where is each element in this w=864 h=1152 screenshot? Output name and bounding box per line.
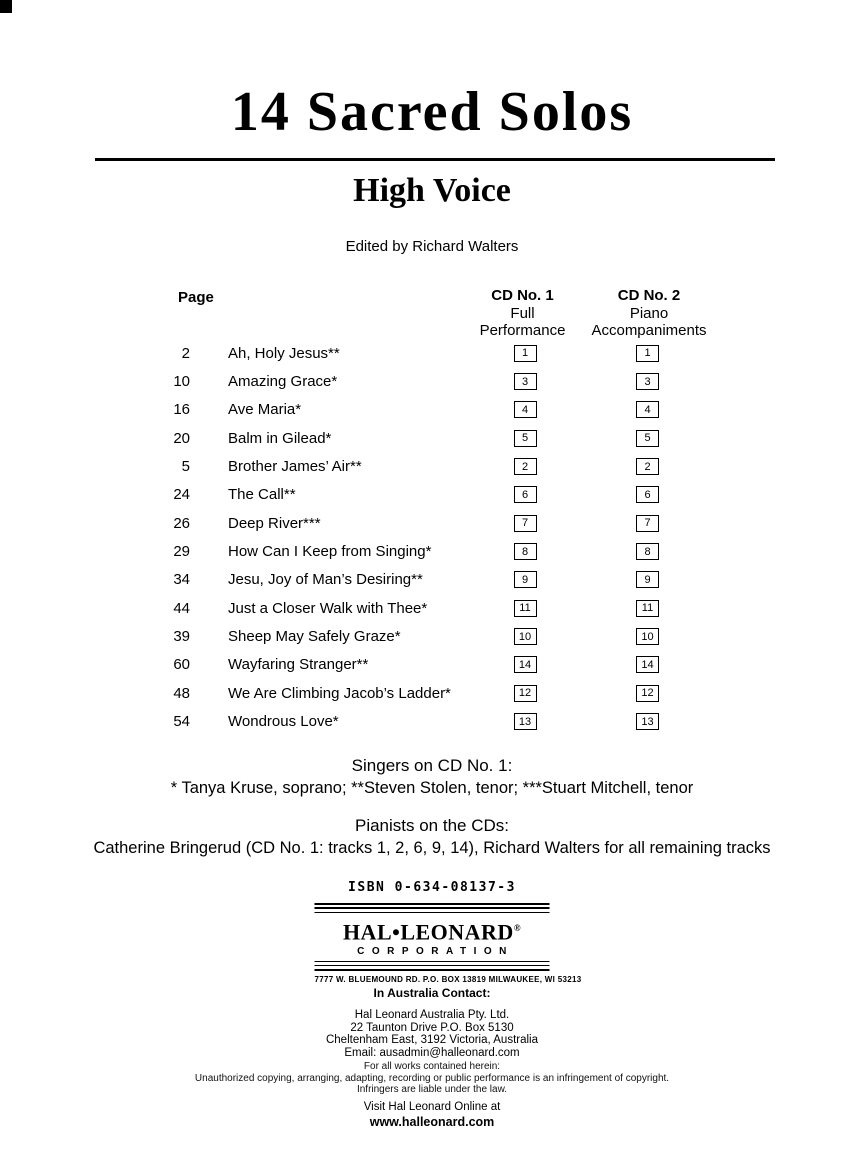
cd2-track-box: 1 <box>636 345 659 362</box>
song-title: We Are Climbing Jacob’s Ladder* <box>228 684 451 702</box>
australia-contact-line: Email: ausadmin@halleonard.com <box>344 1046 520 1059</box>
song-title: Wondrous Love* <box>228 713 339 731</box>
song-page-number: 39 <box>173 628 190 646</box>
song-title: Sheep May Safely Graze* <box>228 628 401 646</box>
logo-rule <box>315 912 550 914</box>
table-row <box>120 651 715 679</box>
cd2-track-box: 5 <box>636 430 659 447</box>
song-page-number: 5 <box>181 458 190 476</box>
registered-mark: ® <box>513 923 522 934</box>
song-title: Balm in Gilead* <box>228 429 332 447</box>
table-row <box>120 537 715 565</box>
table-row <box>120 509 715 537</box>
hal-leonard-logo <box>314 903 582 984</box>
table-row <box>120 707 715 735</box>
cd1-track-box: 8 <box>514 543 537 560</box>
song-title: Ah, Holy Jesus** <box>228 344 340 362</box>
song-page-number: 44 <box>173 599 190 617</box>
table-row <box>120 566 715 594</box>
cd2-track-box: 13 <box>636 713 659 730</box>
logo-rule <box>315 969 550 971</box>
australia-contact-block <box>0 986 864 1059</box>
voice-subtitle: High Voice <box>353 172 511 209</box>
song-table-body <box>120 339 715 736</box>
song-page-number: 24 <box>173 486 190 504</box>
website-url: www.halleonard.com <box>369 1115 495 1129</box>
song-page-number: 26 <box>173 514 190 532</box>
cd2-header-line3: Accompaniments <box>591 322 707 339</box>
cd2-column-header <box>570 287 728 340</box>
cd2-track-box: 4 <box>636 401 659 418</box>
song-title: Jesu, Joy of Man’s Desiring** <box>228 571 423 589</box>
pianists-credit-line: Catherine Bringerud (CD No. 1: tracks 1, 2, 6, 9, 14), Richard Walters for all remaining tracks <box>93 839 771 857</box>
cd1-track-box: 3 <box>514 373 537 390</box>
table-row <box>120 594 715 622</box>
logo-rule <box>315 903 550 905</box>
cd1-header-title: CD No. 1 <box>491 287 554 304</box>
copyright-notice-block <box>0 1061 864 1096</box>
visit-online-text: Visit Hal Leonard Online at <box>363 1101 501 1113</box>
print-corner-mark <box>0 0 12 13</box>
song-page-number: 10 <box>173 373 190 391</box>
song-title: Amazing Grace* <box>228 373 338 391</box>
australia-contact-line: Cheltenham East, 3192 Victoria, Australia <box>325 1034 539 1046</box>
australia-contact-heading: In Australia Contact: <box>373 986 491 1000</box>
logo-rule <box>315 965 550 967</box>
cd1-track-box: 10 <box>514 628 537 645</box>
cd1-track-box: 2 <box>514 458 537 475</box>
cd1-track-box: 12 <box>514 685 537 702</box>
cd1-track-box: 7 <box>514 515 537 532</box>
copyright-notice-line: For all works contained herein: <box>363 1061 501 1072</box>
table-row <box>120 339 715 367</box>
logo-wordmark <box>315 916 550 944</box>
editor-credit: Edited by Richard Walters <box>345 238 519 255</box>
cd2-track-box: 9 <box>636 571 659 588</box>
song-title: Deep River*** <box>228 514 321 532</box>
singers-credit-line: * Tanya Kruse, soprano; **Steven Stolen, tenor; ***Stuart Mitchell, tenor <box>170 779 694 797</box>
page-column-header: Page <box>178 289 214 306</box>
song-page-number: 54 <box>173 713 190 731</box>
singers-heading: Singers on CD No. 1: <box>351 756 513 775</box>
song-title: Brother James’ Air** <box>228 458 362 476</box>
title-divider-rule <box>95 158 775 161</box>
logo-corporation-text: CORPORATION <box>357 945 514 957</box>
table-row <box>120 396 715 424</box>
table-row <box>120 481 715 509</box>
table-row <box>120 679 715 707</box>
cd2-track-box: 7 <box>636 515 659 532</box>
table-row <box>120 622 715 650</box>
cd2-track-box: 2 <box>636 458 659 475</box>
cd2-track-box: 11 <box>636 600 659 617</box>
cd1-header-line2: Full <box>510 304 535 322</box>
publisher-address: 7777 W. BLUEMOUND RD. P.O. BOX 13819 MILWAUKEE, WI 53213 <box>314 974 582 984</box>
song-page-number: 60 <box>173 656 190 674</box>
cd2-track-box: 12 <box>636 685 659 702</box>
song-title: How Can I Keep from Singing* <box>228 543 432 561</box>
cd1-track-box: 13 <box>514 713 537 730</box>
copyright-notice-line: Infringers are liable under the law. <box>356 1084 508 1095</box>
cd1-track-box: 14 <box>514 656 537 673</box>
table-row <box>120 424 715 452</box>
page-title: 14 Sacred Solos <box>230 81 634 143</box>
table-row <box>120 367 715 395</box>
cd2-header-line2: Piano <box>629 304 669 322</box>
song-page-number: 29 <box>173 543 190 561</box>
song-title: Wayfaring Stranger** <box>228 656 369 674</box>
cd1-track-box: 11 <box>514 600 537 617</box>
logo-name-text: HAL•LEONARD <box>342 919 514 945</box>
song-title: The Call** <box>228 486 296 504</box>
cd2-track-box: 6 <box>636 486 659 503</box>
cd2-track-box: 3 <box>636 373 659 390</box>
cd2-track-box: 10 <box>636 628 659 645</box>
australia-contact-line: Hal Leonard Australia Pty. Ltd. <box>354 1009 510 1021</box>
copyright-notice-line: Unauthorized copying, arranging, adapting, recording or public performance is an infringement of copyright. <box>194 1072 670 1084</box>
song-page-number: 48 <box>173 684 190 702</box>
song-page-number: 20 <box>173 429 190 447</box>
isbn-number: ISBN 0-634-08137-3 <box>348 880 516 895</box>
cd1-track-box: 6 <box>514 486 537 503</box>
song-page-number: 34 <box>173 571 190 589</box>
logo-rule <box>315 907 550 909</box>
cd2-header-title: CD No. 2 <box>617 287 681 304</box>
cd1-track-box: 4 <box>514 401 537 418</box>
cd1-track-box: 1 <box>514 345 537 362</box>
song-title: Just a Closer Walk with Thee* <box>228 599 428 617</box>
australia-contact-line: 22 Taunton Drive P.O. Box 5130 <box>350 1021 514 1034</box>
cd1-header-line3: Performance <box>479 322 566 339</box>
table-row <box>120 452 715 480</box>
cd2-track-box: 14 <box>636 656 659 673</box>
logo-rule <box>315 961 550 963</box>
pianists-heading: Pianists on the CDs: <box>354 816 509 835</box>
song-page-number: 16 <box>173 401 190 419</box>
cd1-track-box: 5 <box>514 430 537 447</box>
song-title: Ave Maria* <box>228 401 302 419</box>
cd2-track-box: 8 <box>636 543 659 560</box>
cd1-track-box: 9 <box>514 571 537 588</box>
song-page-number: 2 <box>181 344 190 362</box>
